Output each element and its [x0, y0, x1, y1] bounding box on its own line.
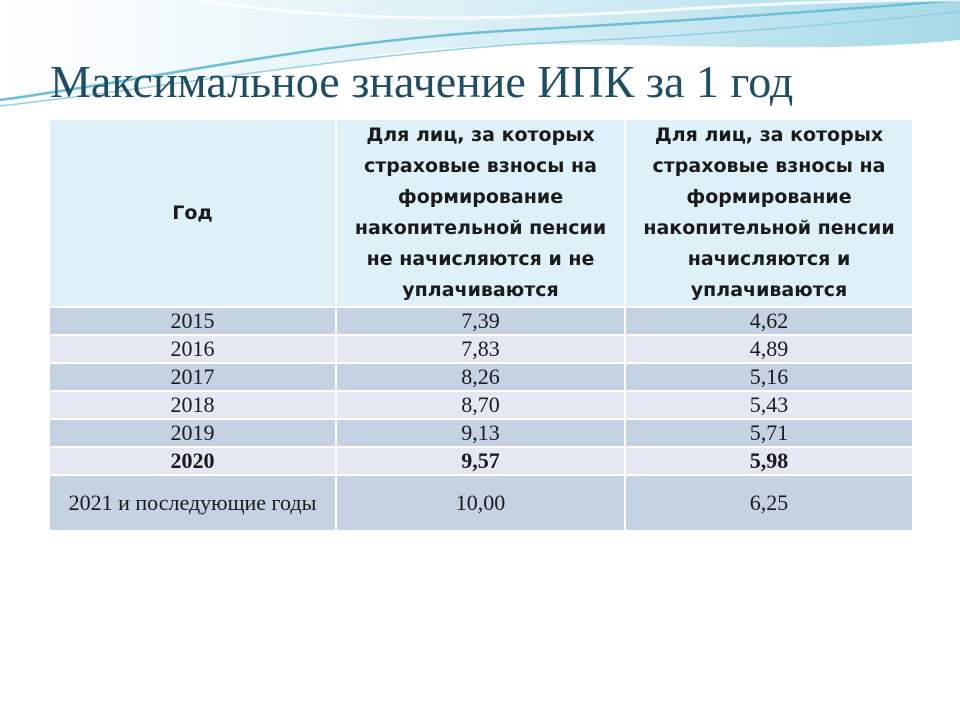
cell-value-charged: 5,71 [625, 419, 913, 447]
table-row [49, 363, 913, 391]
cell-value-not-charged: 8,26 [336, 363, 625, 391]
cell-value-charged: 5,98 [625, 447, 913, 475]
header-year: Год [49, 119, 336, 307]
table-row [49, 475, 913, 531]
table-row-highlighted [49, 447, 913, 475]
cell-value-charged: 4,89 [625, 335, 913, 363]
table-row [49, 419, 913, 447]
cell-year: 2017 [49, 363, 336, 391]
cell-value-not-charged: 10,00 [336, 475, 625, 531]
cell-year: 2019 [49, 419, 336, 447]
cell-year: 2021 и последующие годы [49, 475, 336, 531]
cell-value-not-charged: 7,83 [336, 335, 625, 363]
header-not-charged: Для лиц, за которых страховые взносы на формирование накопительной пенсии не начисляются и не уплачиваются [336, 119, 625, 307]
table-row [49, 391, 913, 419]
page-title: Максимальное значение ИПК за 1 год [50, 56, 794, 107]
table-row [49, 307, 913, 335]
cell-value-charged: 6,25 [625, 475, 913, 531]
ipk-table [48, 118, 914, 532]
cell-value-not-charged: 8,70 [336, 391, 625, 419]
cell-year: 2015 [49, 307, 336, 335]
cell-value-not-charged: 9,57 [336, 447, 625, 475]
table-header-row [49, 119, 913, 307]
table-row [49, 335, 913, 363]
cell-year: 2016 [49, 335, 336, 363]
cell-value-charged: 5,43 [625, 391, 913, 419]
header-charged: Для лиц, за которых страховые взносы на формирование накопительной пенсии начисляются и уплачиваются [625, 119, 913, 307]
cell-value-not-charged: 7,39 [336, 307, 625, 335]
cell-year: 2020 [49, 447, 336, 475]
cell-year: 2018 [49, 391, 336, 419]
cell-value-charged: 5,16 [625, 363, 913, 391]
cell-value-not-charged: 9,13 [336, 419, 625, 447]
cell-value-charged: 4,62 [625, 307, 913, 335]
